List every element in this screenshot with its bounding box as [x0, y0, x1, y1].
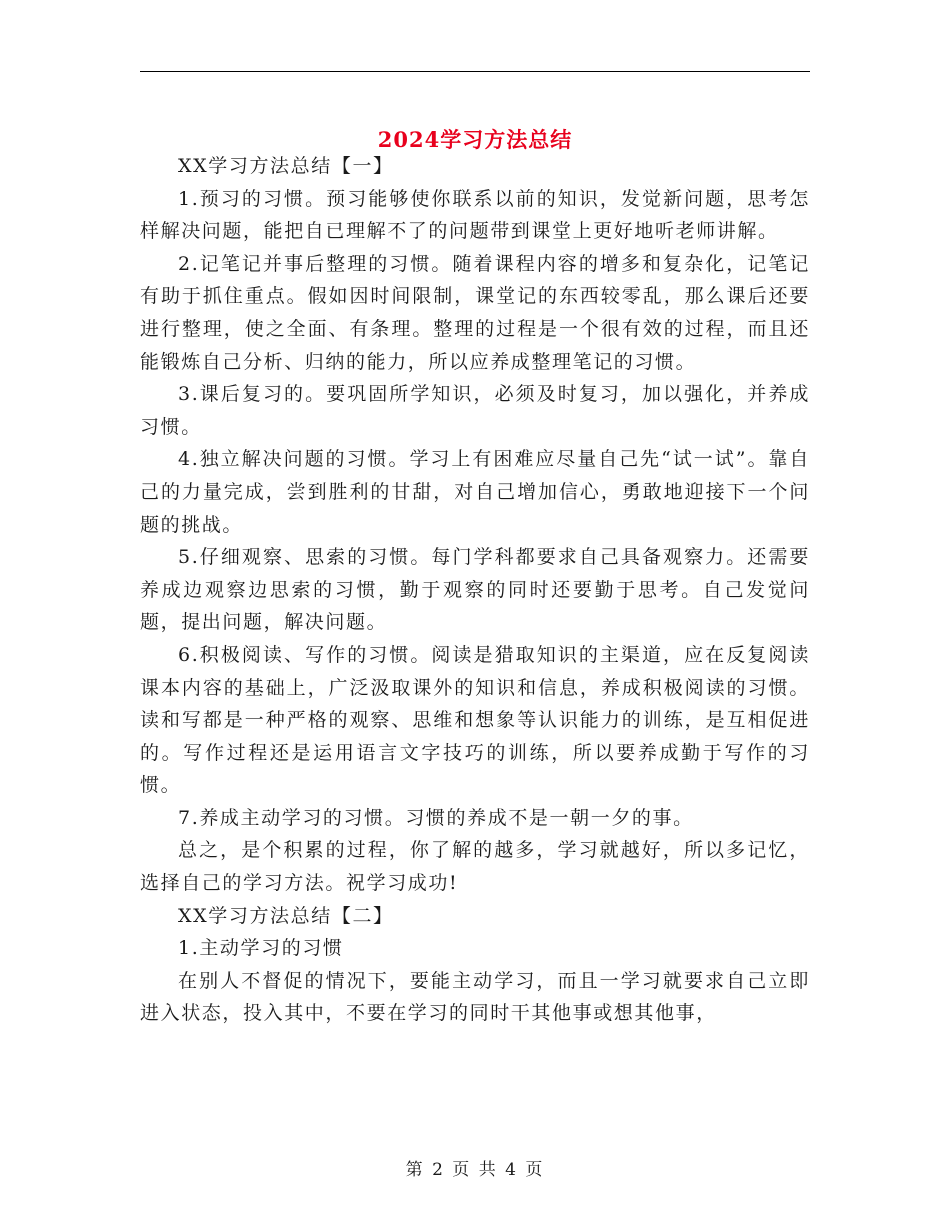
paragraph-notes-habit: 2.记笔记并事后整理的习惯。随着课程内容的增多和复杂化，记笔记有助于抓住重点。假如因时间限制，课堂记的东西较零乱，那么课后还要进行整理，使之全面、有条理。整理的过程是一个很有效的过程，而且还能锻炼自己分析、归纳的能力，所以应养成整理笔记的习惯。	[140, 252, 810, 373]
paragraph-preview-habit: 1.预习的习惯。预习能够使你联系以前的知识，发觉新问题，思考怎样解决问题，能把自已理解不了的问题带到课堂上更好地听老师讲解。	[140, 187, 810, 243]
page-number: 第 2 页 共 4 页	[405, 1160, 545, 1180]
document-title: 2024学习方法总结	[377, 127, 573, 153]
paragraph-independent-habit: 4.独立解决问题的习惯。学习上有困难应尽量自己先“试一试”。靠自己的力量完成，尝到胜利的甘甜，对自己增加信心，勇敢地迎接下一个问题的挑战。	[140, 448, 810, 536]
header-rule	[140, 71, 810, 72]
section-heading-one: XX学习方法总结【一】	[178, 155, 394, 177]
paragraph-reading-habit: 6.积极阅读、写作的习惯。阅读是猎取知识的主渠道，应在反复阅读课本内容的基础上，广泛汲取课外的知识和信息，养成积极阅读的习惯。读和写都是一种严格的观察、思维和想象等认识能力的训练，是互相促进的。写作过程还是运用语言文字技巧的训练，所以要养成勤于写作的习惯。	[140, 643, 810, 797]
document-body	[140, 150, 810, 1030]
paragraph-active-learning-heading: 1.主动学习的习惯	[178, 937, 344, 960]
paragraph-review-habit: 3.课后复习的。要巩固所学知识，必须及时复习，加以强化，并养成习惯。	[140, 383, 810, 438]
paragraph-active-learning: 在别人不督促的情况下，要能主动学习，而且一学习就要求自己立即进入状态，投入其中，不要在学习的同时干其他事或想其他事，	[140, 969, 810, 1025]
paragraph-summary: 总之，是个积累的过程，你了解的越多，学习就越好，所以多记忆，选择自己的学习方法。祝学习成功!	[140, 839, 810, 895]
section-heading-two: XX学习方法总结【二】	[178, 904, 394, 927]
paragraph-active-habit: 7.养成主动学习的习惯。习惯的养成不是一朝一夕的事。	[178, 806, 694, 829]
paragraph-observe-habit: 5.仔细观察、思索的习惯。每门学科都要求自己具备观察力。还需要养成边观察边思索的习惯，勤于观察的同时还要勤于思考。自己发觉问题，提出问题，解决问题。	[140, 546, 810, 634]
